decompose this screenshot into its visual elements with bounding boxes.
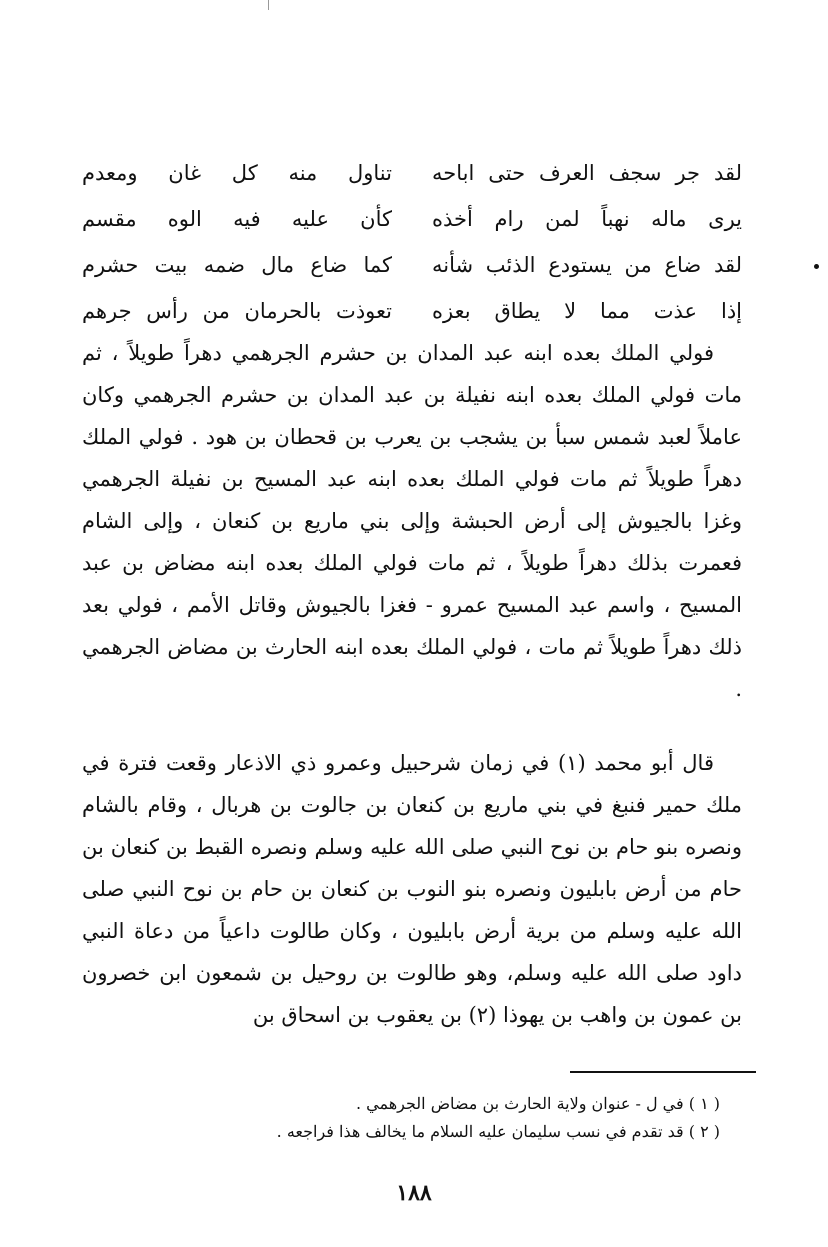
verse-first-hemistich: يرى ماله نهباً لمن رام أخذه [432,207,742,231]
poem-verse [82,242,742,288]
verse-second-hemistich: كأن عليه فيه الوه مقسم [82,207,392,231]
poem-verse [82,150,742,196]
verse-first-hemistich: لقد ضاع من يستودع الذئب شأنه [432,253,742,277]
body-paragraph: قال أبو محمد (١) في زمان شرحبيل وعمرو ذي الاذعار وقعت فترة في ملك حمير فنبغ في بني ماريع بن كنعان بن جالوت بن هربال ، وقام بالشام ونصره بنو حام بن نوح النبي صلى الله عليه وسلم ونصره القبط بن كنعان بن حام من أرض بابليون ونصره بنو النوب بن كنعان بن حام بن نوح النبي صلى الله عليه وسلم من برية أرض بابليون ، وكان طالوت داعياً من دعاة النبي داود صلى الله عليه وسلم، وهو طالوت بن روحيل بن شمعون ابن خصرون بن عمون بن واهب بن يهوذا (٢) بن يعقوب بن اسحاق بن [82,751,742,1027]
poem-verse [82,196,742,242]
footnote: ( ١ ) في ل - عنوان ولاية الحارث بن مضاض الجرهمي . [355,1094,720,1113]
verse-first-hemistich: إذا عذت مما لا يطاق بعزه [432,299,742,323]
body-paragraph: فولي الملك بعده ابنه عبد المدان بن حشرم الجرهمي دهراً طويلاً ، ثم مات فولي الملك بعده ابنه نفيلة بن عبد المدان بن حشرم الجرهمي وكان عاملاً لعبد شمس سبأ بن يشجب بن يعرب بن قحطان بن هود . فولي الملك دهراً طويلاً ثم مات فولي الملك بعده ابنه عبد المسيح بن نفيلة الجرهمي وغزا بالجيوش إلى أرض الحبشة وإلى بني ماريع بن كنعان ، وإلى الشام فعمرت بذلك دهراً طويلاً ، ثم مات فولي الملك بعده ابنه مضاض بن عبد المسيح ، واسم عبد المسيح عمرو - فغزا بالجيوش وقاتل الأمم ، فولي بعد ذلك دهراً طويلاً ثم مات ، فولي الملك بعده ابنه الحارث بن مضاض الجرهمي . [82,341,742,701]
footnote-separator [570,1071,756,1073]
poem [82,150,742,334]
margin-dot [814,264,819,269]
poem-verse [82,288,742,334]
verse-second-hemistich: تعوذت بالحرمان من رأس جرهم [82,299,392,323]
verse-second-hemistich: تناول منه كل غان ومعدم [82,161,392,185]
verse-first-hemistich: لقد جر سجف العرف حتى اباحه [432,161,742,185]
scan-mark [268,0,269,10]
footnotes [120,1090,720,1146]
page-number: ١٨٨ [396,1180,432,1206]
verse-second-hemistich: كما ضاع مال ضمه بيت حشرم [82,253,392,277]
footnote: ( ٢ ) قد تقدم في نسب سليمان عليه السلام ما يخالف هذا فراجعه . [276,1122,720,1141]
